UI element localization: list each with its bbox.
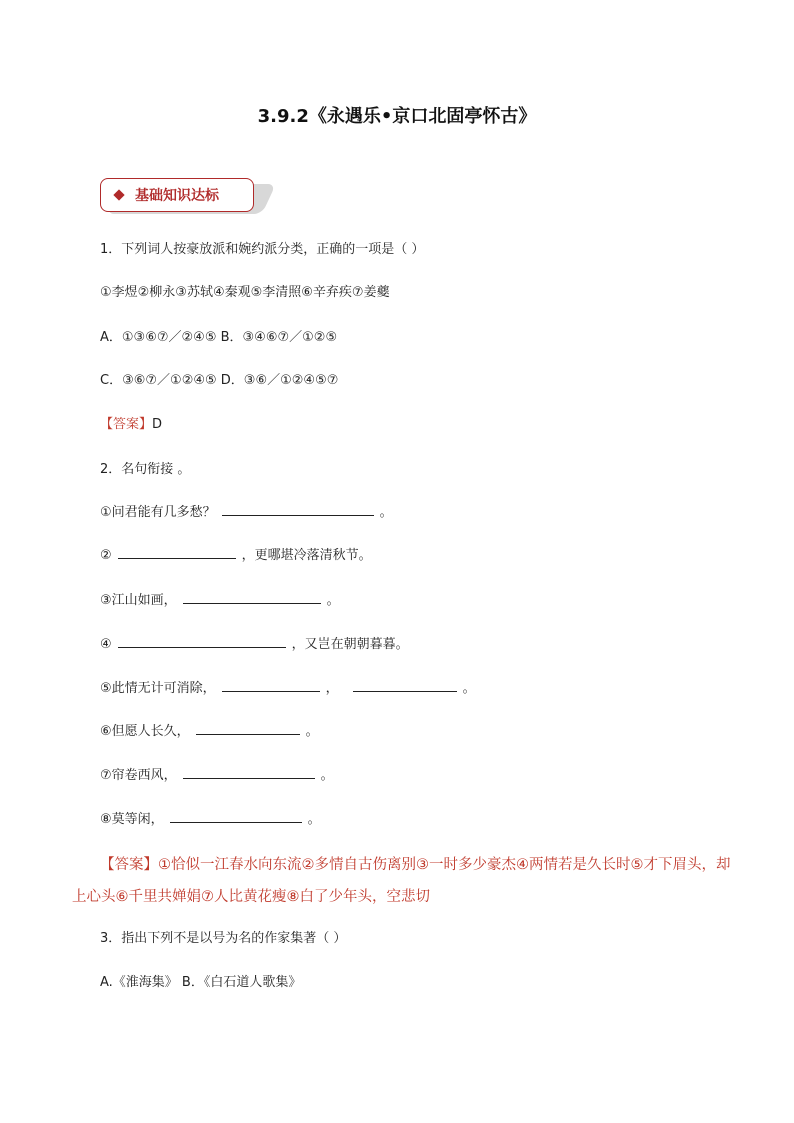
item-text: ⑦帘卷西风，: [100, 768, 177, 783]
badge-box: [100, 178, 254, 212]
item-text: ⑤此情无计可消除，: [100, 681, 216, 696]
q3-stem: 3．指出下列不是以号为名的作家集著（ ）: [100, 931, 347, 946]
q2-item-8: [100, 808, 321, 827]
q1-answer: [100, 413, 162, 432]
q1-stem: 1．下列词人按豪放派和婉约派分类，正确的一项是（ ）: [100, 242, 425, 257]
answer-label: 【答案】: [100, 857, 158, 873]
badge-label: 基础知识达标: [135, 188, 219, 204]
fill-blank[interactable]: [118, 633, 286, 648]
answer-text: ①恰似一江春水向东流②多情自古伤离别③一时多少豪杰④两情若是久长时⑤才下眉头，却: [158, 857, 731, 873]
answer-label: 【答案】: [100, 417, 153, 432]
item-text: 。: [307, 812, 321, 827]
q2-item-2: [100, 544, 372, 563]
q2-answer-line2: 上心头⑥千里共婵娟⑦人比黄花瘦⑧白了少年头，空悲切: [72, 889, 430, 905]
section-badge: [100, 178, 268, 218]
item-text: ②: [100, 548, 112, 563]
q2-item-6: [100, 720, 319, 739]
item-text: 。: [462, 681, 476, 696]
q1-list: ①李煜②柳永③苏轼④秦观⑤李清照⑥辛弃疾⑦姜夔: [100, 285, 390, 300]
q1-options-ab: A．①③⑥⑦／②④⑤ B．③④⑥⑦／①②⑤: [100, 330, 338, 345]
item-text: ③江山如画，: [100, 593, 177, 608]
q2-item-3: [100, 589, 340, 608]
fill-blank[interactable]: [222, 677, 320, 692]
fill-blank[interactable]: [183, 589, 321, 604]
item-text: ，更哪堪冷落清秋节。: [241, 548, 372, 563]
item-text: ，: [325, 681, 339, 696]
fill-blank[interactable]: [196, 720, 300, 735]
item-text: 。: [379, 505, 393, 520]
fill-blank[interactable]: [353, 677, 457, 692]
q3-options-ab: A.《淮海集》 B．《白石道人歌集》: [100, 975, 302, 990]
fill-blank[interactable]: [118, 544, 236, 559]
item-text: ⑧莫等闲，: [100, 812, 164, 827]
item-text: 。: [326, 593, 340, 608]
answer-value: D: [152, 417, 163, 432]
item-text: 。: [320, 768, 334, 783]
page-title: 3.9.2《永遇乐•京口北固亭怀古》: [257, 106, 537, 127]
fill-blank[interactable]: [170, 808, 302, 823]
item-text: ⑥但愿人长久，: [100, 724, 190, 739]
q2-stem: 2．名句衔接 。: [100, 462, 191, 477]
item-text: 。: [305, 724, 319, 739]
q1-options-cd: C．③⑥⑦／①②④⑤ D．③⑥／①②④⑤⑦: [100, 373, 339, 388]
q2-item-5: [100, 677, 476, 696]
q2-answer: [72, 849, 732, 913]
q2-item-7: [100, 764, 334, 783]
item-text: ，又岂在朝朝暮暮。: [291, 637, 409, 652]
item-text: ④: [100, 637, 112, 652]
q2-item-1: [100, 501, 393, 520]
fill-blank[interactable]: [183, 764, 315, 779]
q2-item-4: [100, 633, 409, 652]
diamond-icon: [113, 189, 124, 200]
item-text: ①问君能有几多愁？: [100, 505, 216, 520]
q2-answer-line1: [72, 849, 732, 881]
fill-blank[interactable]: [222, 501, 374, 516]
